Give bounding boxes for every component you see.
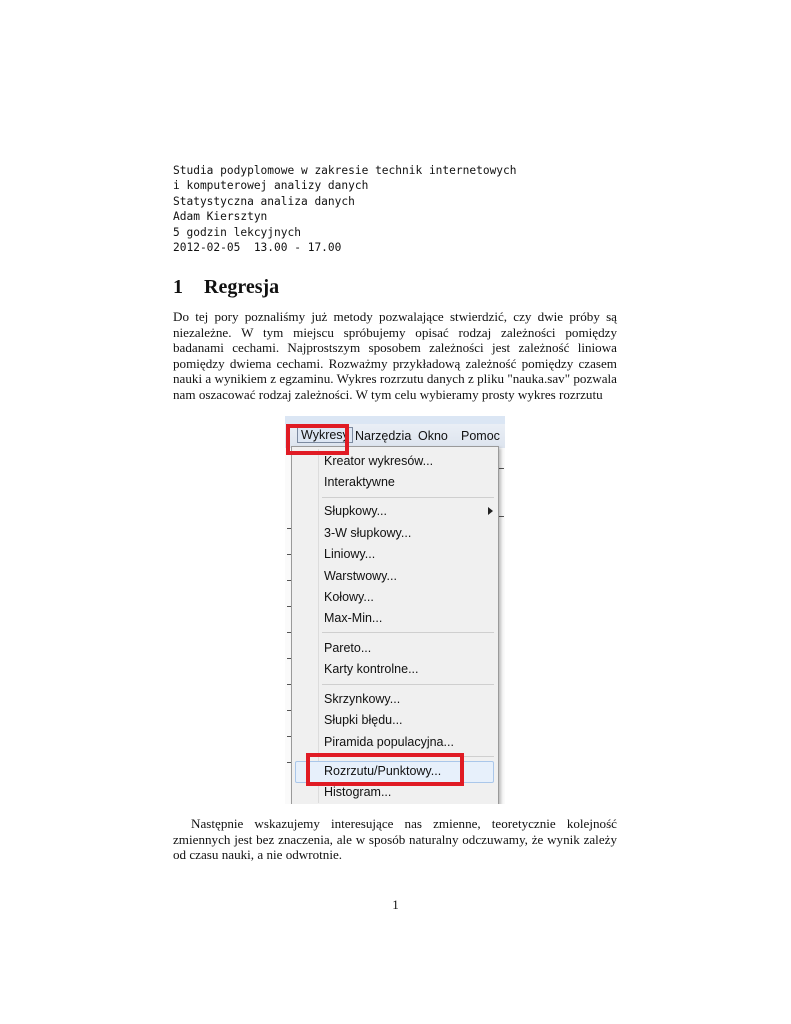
- document-header: [173, 163, 517, 255]
- menu-okno[interactable]: Okno: [418, 429, 448, 443]
- header-line-hours: 5 godzin lekcyjnych: [173, 225, 301, 239]
- menu-wykresy[interactable]: Wykresy: [297, 427, 353, 443]
- highlight-box-wykresy: [286, 424, 349, 455]
- followup-paragraph: Następnie wskazujemy interesujące nas zmienne, teoretycznie kolejność zmiennych jest bez znaczenia, ale w sposób naturalny odczuwamy, że wynik zależy od czasu nauki, a nie odwrotnie.: [173, 816, 617, 863]
- highlight-box-rozrzutu: [306, 753, 464, 786]
- menu-separator: [322, 684, 494, 685]
- menu-item-kolowy[interactable]: Kołowy...: [324, 590, 374, 604]
- menu-item-max-min[interactable]: Max-Min...: [324, 611, 383, 625]
- menu-item-pareto[interactable]: Pareto...: [324, 641, 372, 655]
- header-line-program: Studia podyplomowe w zakresie technik internetowych: [173, 164, 517, 177]
- menu-item-interaktywne[interactable]: Interaktywne: [324, 475, 395, 489]
- menu-narzedzia[interactable]: Narzędzia: [355, 429, 412, 443]
- section-title: Regresja: [204, 276, 280, 298]
- menu-item-skrzynkowy[interactable]: Skrzynkowy...: [324, 692, 401, 706]
- wykresy-dropdown: [291, 446, 499, 804]
- menu-item-piramida[interactable]: Piramida populacyjna...: [324, 735, 454, 749]
- header-line-course: Statystyczna analiza danych: [173, 194, 355, 208]
- menu-screenshot: [285, 416, 505, 804]
- header-line-program-cont: i komputerowej analizy danych: [173, 179, 369, 193]
- header-line-date: 2012-02-05 13.00 - 17.00: [173, 241, 342, 255]
- menu-item-slupki-bledu[interactable]: Słupki błędu...: [324, 713, 403, 727]
- section-number: 1: [173, 276, 183, 298]
- menu-item-kreator[interactable]: Kreator wykresów...: [324, 454, 434, 468]
- section-heading: [173, 276, 279, 299]
- menu-separator: [322, 497, 494, 498]
- menu-separator: [322, 632, 494, 633]
- page-number: 1: [392, 897, 399, 912]
- header-line-author: Adam Kiersztyn: [173, 210, 268, 224]
- menu-item-karty-kontrolne[interactable]: Karty kontrolne...: [324, 662, 419, 676]
- menu-item-histogram[interactable]: Histogram...: [324, 785, 392, 799]
- menu-item-3w-slupkowy[interactable]: 3-W słupkowy...: [324, 526, 412, 540]
- menu-item-liniowy[interactable]: Liniowy...: [324, 547, 376, 561]
- submenu-arrow-icon: [488, 507, 493, 515]
- menu-item-warstwowy[interactable]: Warstwowy...: [324, 569, 397, 583]
- menu-pomoc[interactable]: Pomoc: [461, 429, 500, 443]
- menu-item-slupkowy[interactable]: Słupkowy...: [324, 504, 387, 518]
- menu-item-rozrzutu[interactable]: Rozrzutu/Punktowy...: [324, 764, 442, 778]
- intro-paragraph: Do tej pory poznaliśmy już metody pozwalające stwierdzić, czy dwie próby są niezależne. W tym miejscu spróbujemy opisać rodzaj zależności pomiędzy badanami cechami. Najprostszym sposobem zależności jest zależność liniowa pomiędzy dwiema cechami. Rozważmy przykładową zależność pomiędzy czasem nauki a wynikiem z egzaminu. Wykres rozrzutu danych z pliku "nauka.sav" pozwala nam oszacować rodzaj zależności. W tym celu wybieramy prosty wykres rozrzutu: [173, 309, 617, 402]
